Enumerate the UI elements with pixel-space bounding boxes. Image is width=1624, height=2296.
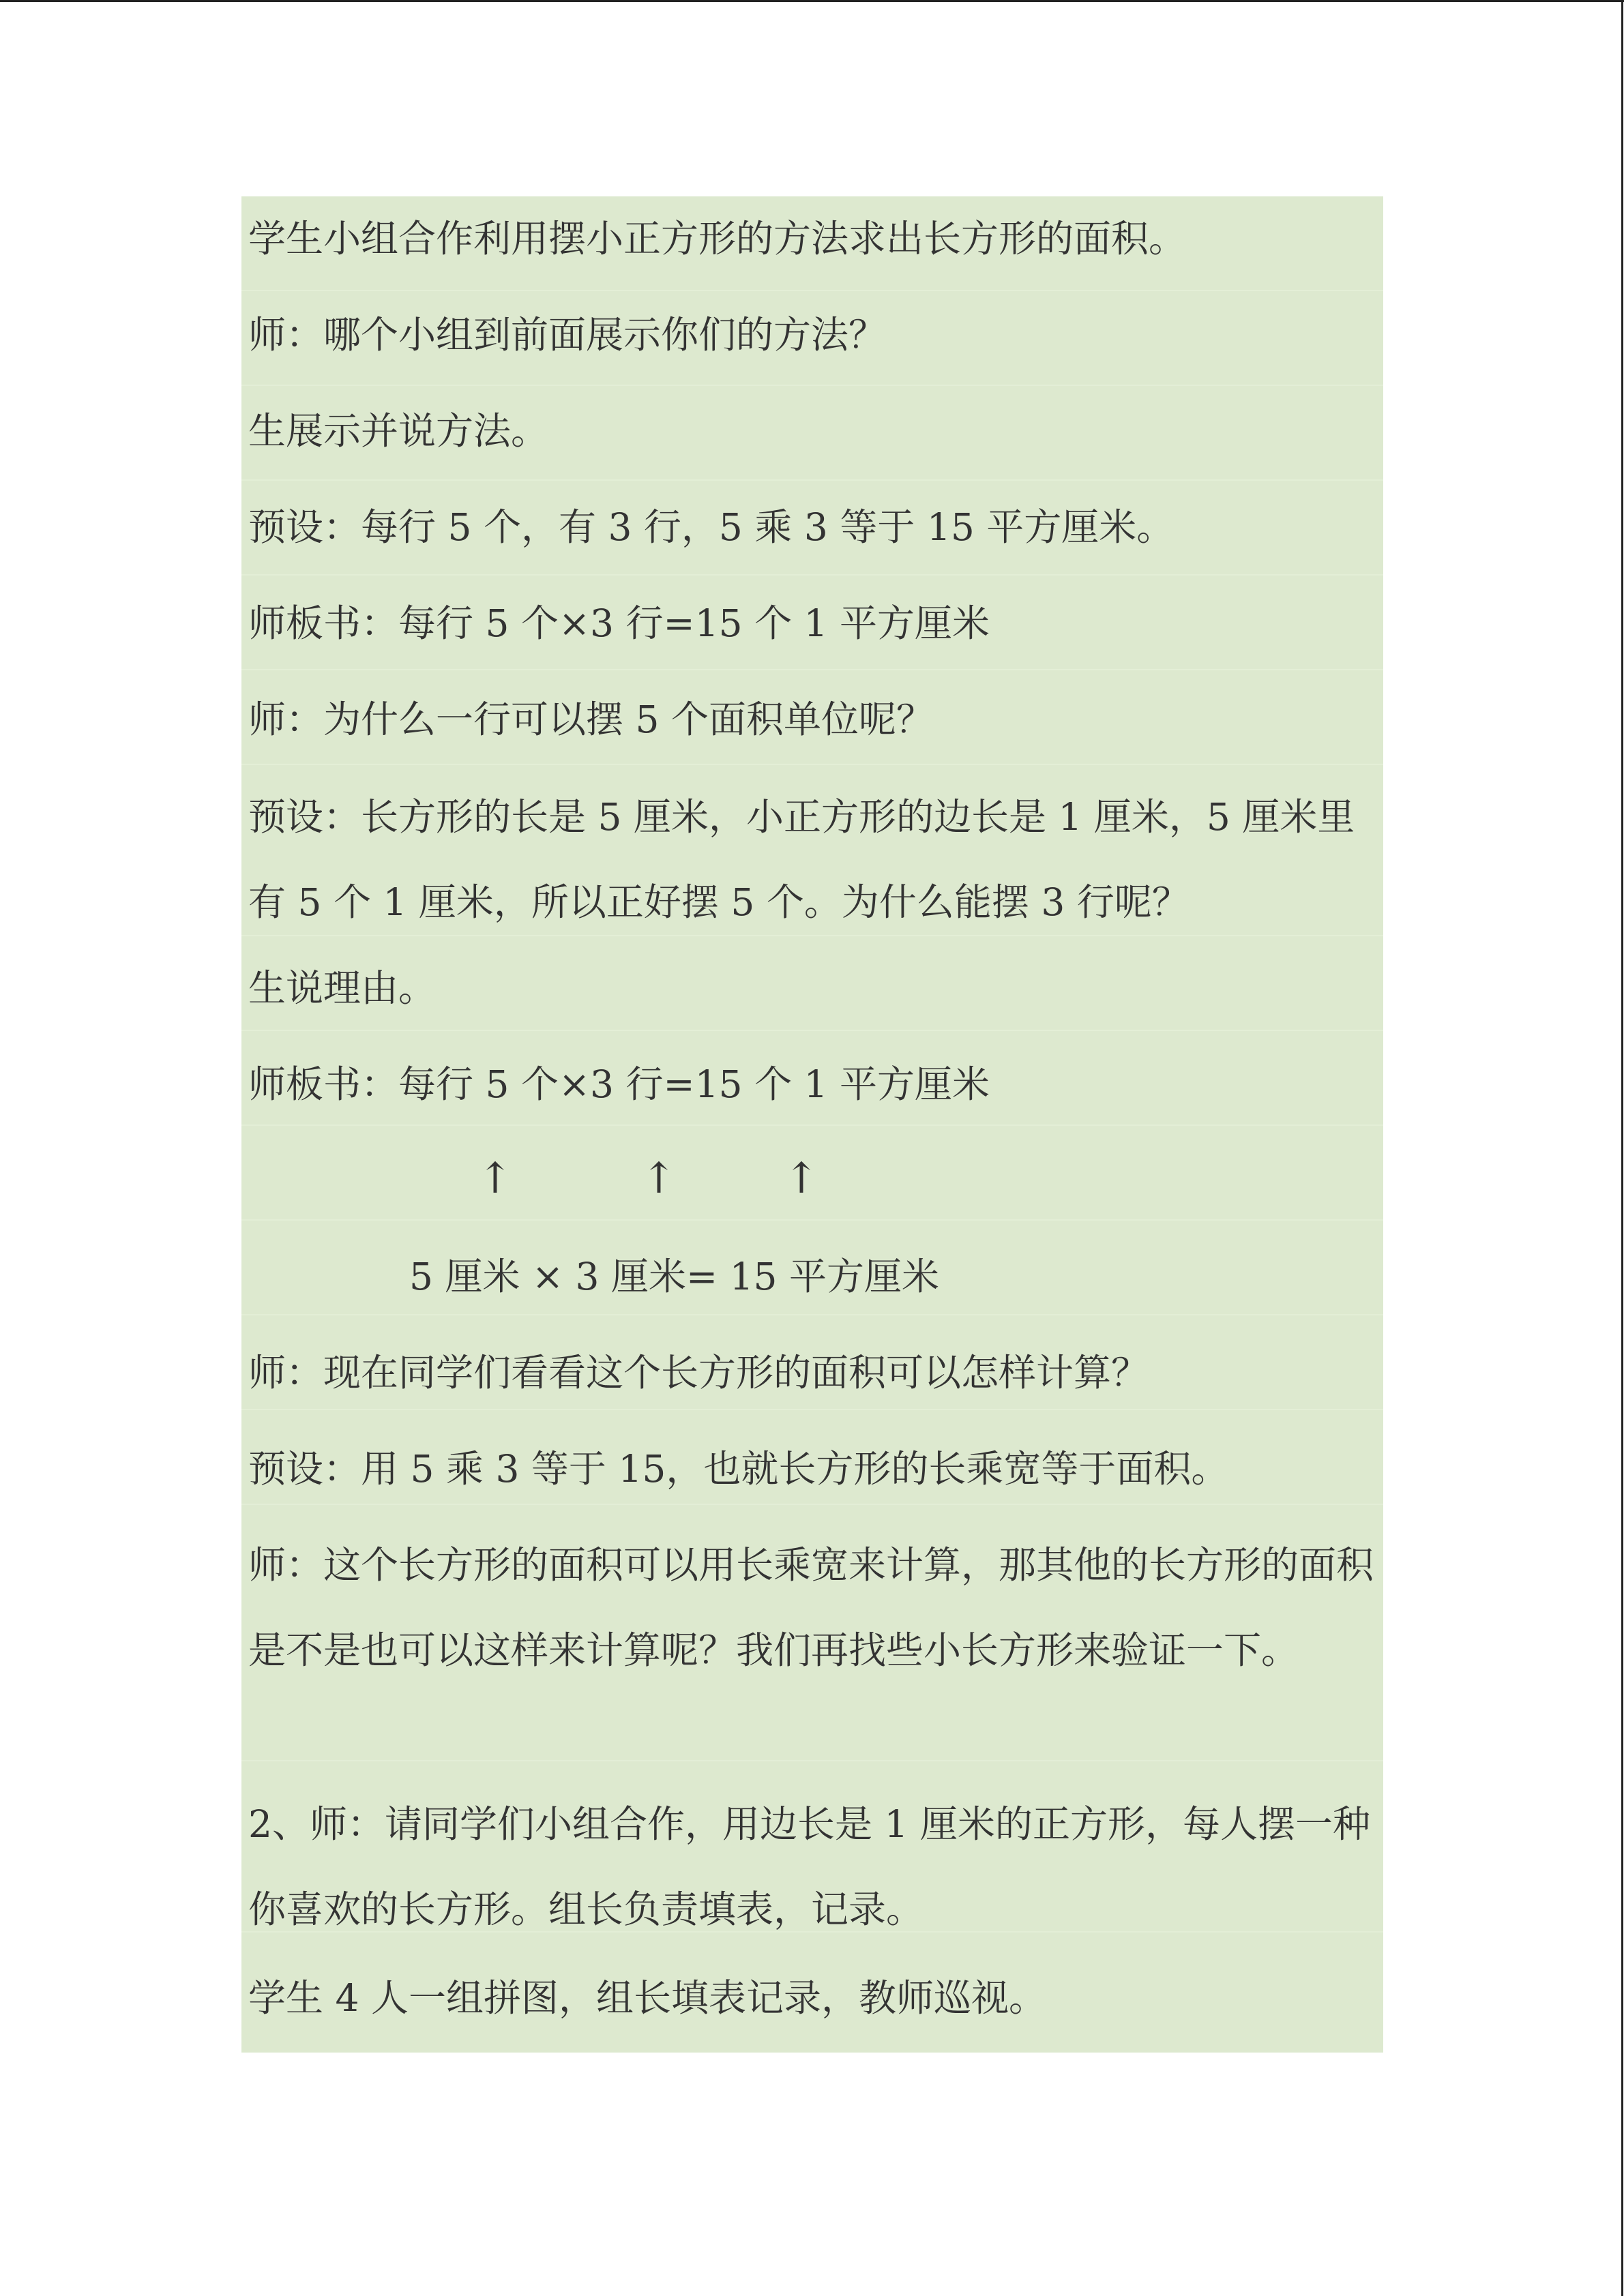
paragraph-text: 学生 4 人一组拼图，组长填表记录，教师巡视。 [248,1976,1046,2020]
paragraph-line [241,765,1383,936]
paragraph-text: 预设：用 5 乘 3 等于 15，也就长方形的长乘宽等于面积。 [248,1447,1229,1491]
page-right-border [1621,0,1623,2296]
board-writing-text: 师板书：每行 5 个×3 行=15 个 1 平方厘米 [248,1062,990,1106]
paragraph-line [241,1410,1383,1505]
paragraph-text: 师：现在同学们看看这个长方形的面积可以怎样计算？ [248,1351,1149,1395]
paragraph-text: 师：这个长方形的面积可以用长乘宽来计算，那其他的长方形的面积是不是也可以这样来计算呢？我们再找些小长方形来验证一下。 [248,1543,1374,1672]
page-top-border [0,0,1624,2]
paragraph-line [241,291,1383,386]
paragraph-line [241,576,1383,670]
paragraph-text: 师：为什么一行可以摆 5 个面积单位呢？ [248,698,934,741]
paragraph-line [241,1761,1383,1933]
paragraph-line [241,1933,1383,2027]
paragraph-text: 预设：每行 5 个，有 3 行，5 乘 3 等于 15 平方厘米。 [248,505,1175,549]
paragraph-text: 2、师：请同学们小组合作，用边长是 1 厘米的正方形，每人摆一种你喜欢的长方形。组长负责填表，记录。 [248,1802,1370,1931]
paragraph-line [241,936,1383,1031]
paragraph-line [241,1031,1383,1126]
paragraph-text: 学生小组合作利用摆小正方形的方法求出长方形的面积。 [248,217,1187,260]
paragraph-line [241,1505,1383,1761]
paragraph-text: 师：哪个小组到前面展示你们的方法？ [248,313,887,357]
paragraph-line [241,481,1383,576]
paragraph-line [241,386,1383,481]
up-arrow-icon: ↑ [784,1153,819,1203]
formula-text: 5 厘米 × 3 厘米= 15 平方厘米 [409,1255,940,1298]
paragraph-line [241,196,1383,291]
paragraph-text: 预设：长方形的长是 5 厘米，小正方形的边长是 1 厘米，5 厘米里有 5 个 1 厘米，所以正好摆 5 个。为什么能摆 3 行呢？ [248,795,1355,924]
paragraph-line [241,670,1383,765]
paragraph-text: 生展示并说方法。 [248,409,549,453]
paragraph-line [241,1221,1383,1315]
arrow-row [241,1126,1383,1221]
up-arrow-icon: ↑ [477,1153,513,1203]
up-arrow-icon: ↑ [641,1153,677,1203]
board-writing-text: 师板书：每行 5 个×3 行=15 个 1 平方厘米 [248,601,990,645]
paragraph-text: 生说理由。 [248,966,437,1010]
highlighted-text-block [241,196,1383,2053]
paragraph-line [241,1315,1383,1410]
